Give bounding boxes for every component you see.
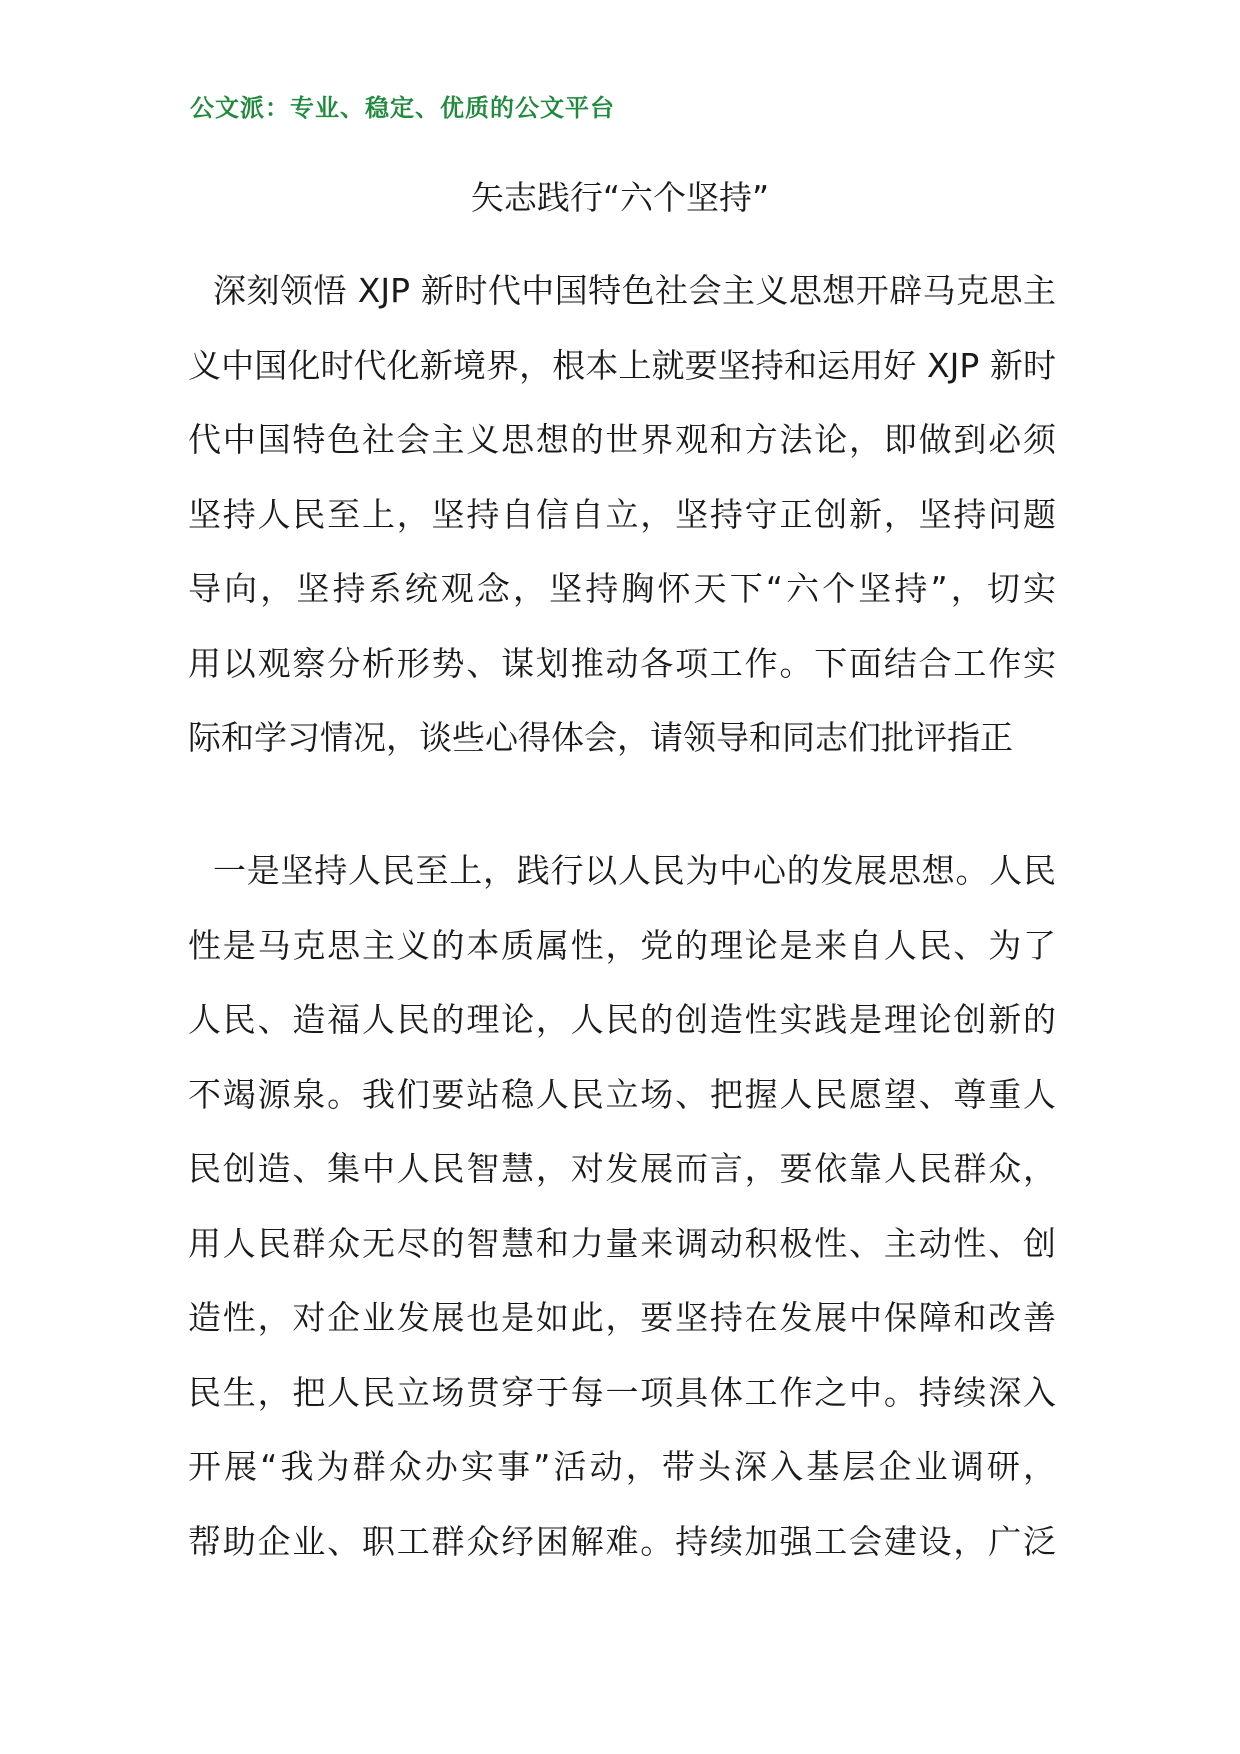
paragraph-line: 开展“我为群众办实事”活动，带头深入基层企业调研， bbox=[188, 1447, 1056, 1486]
paragraph-line: 用人民群众无尽的智慧和力量来调动积极性、主动性、创 bbox=[188, 1223, 1056, 1263]
document-title: 矢志践行“六个坚持” bbox=[470, 178, 770, 217]
paragraph-line: 导向，坚持系统观念，坚持胸怀天下“六个坚持”，切实 bbox=[188, 569, 1056, 608]
site-slogan: 公文派：专业、稳定、优质的公文平台 bbox=[190, 94, 615, 122]
paragraph-line: 人民、造福人民的理论，人民的创造性实践是理论创新的 bbox=[188, 1000, 1056, 1039]
paragraph-line: 不竭源泉。我们要站稳人民立场、把握人民愿望、尊重人 bbox=[188, 1074, 1056, 1114]
paragraph-line: 义中国化时代化新境界，根本上就要坚持和运用好 XJP 新时 bbox=[188, 345, 1056, 385]
paragraph-line: 民生，把人民立场贯穿于每一项具体工作之中。持续深入 bbox=[188, 1372, 1056, 1412]
paragraph-line: 坚持人民至上，坚持自信自立，坚持守正创新，坚持问题 bbox=[188, 494, 1056, 534]
paragraph-line: 际和学习情况，谈些心得体会，请领导和同志们批评指正 bbox=[188, 718, 1013, 757]
paragraph-line: 造性，对企业发展也是如此，要坚持在发展中保障和改善 bbox=[188, 1298, 1056, 1337]
paragraph-line: 深刻领悟 XJP 新时代中国特色社会主义思想开辟马克思主 bbox=[213, 271, 1056, 310]
paragraph-line: 性是马克思主义的本质属性，党的理论是来自人民、为了 bbox=[188, 925, 1056, 965]
paragraph-line: 帮助企业、职工群众纾困解难。持续加强工会建设，广泛 bbox=[188, 1521, 1056, 1561]
paragraph-line: 用以观察分析形势、谋划推动各项工作。下面结合工作实 bbox=[188, 643, 1056, 683]
paragraph-line: 民创造、集中人民智慧，对发展而言，要依靠人民群众， bbox=[188, 1149, 1056, 1188]
paragraph-point-one bbox=[188, 834, 1056, 1579]
paragraph-intro bbox=[188, 254, 1056, 776]
paragraph-line: 代中国特色社会主义思想的世界观和方法论，即做到必须 bbox=[188, 420, 1056, 459]
paragraph-line: 一是坚持人民至上，践行以人民为中心的发展思想。人民 bbox=[213, 851, 1056, 890]
